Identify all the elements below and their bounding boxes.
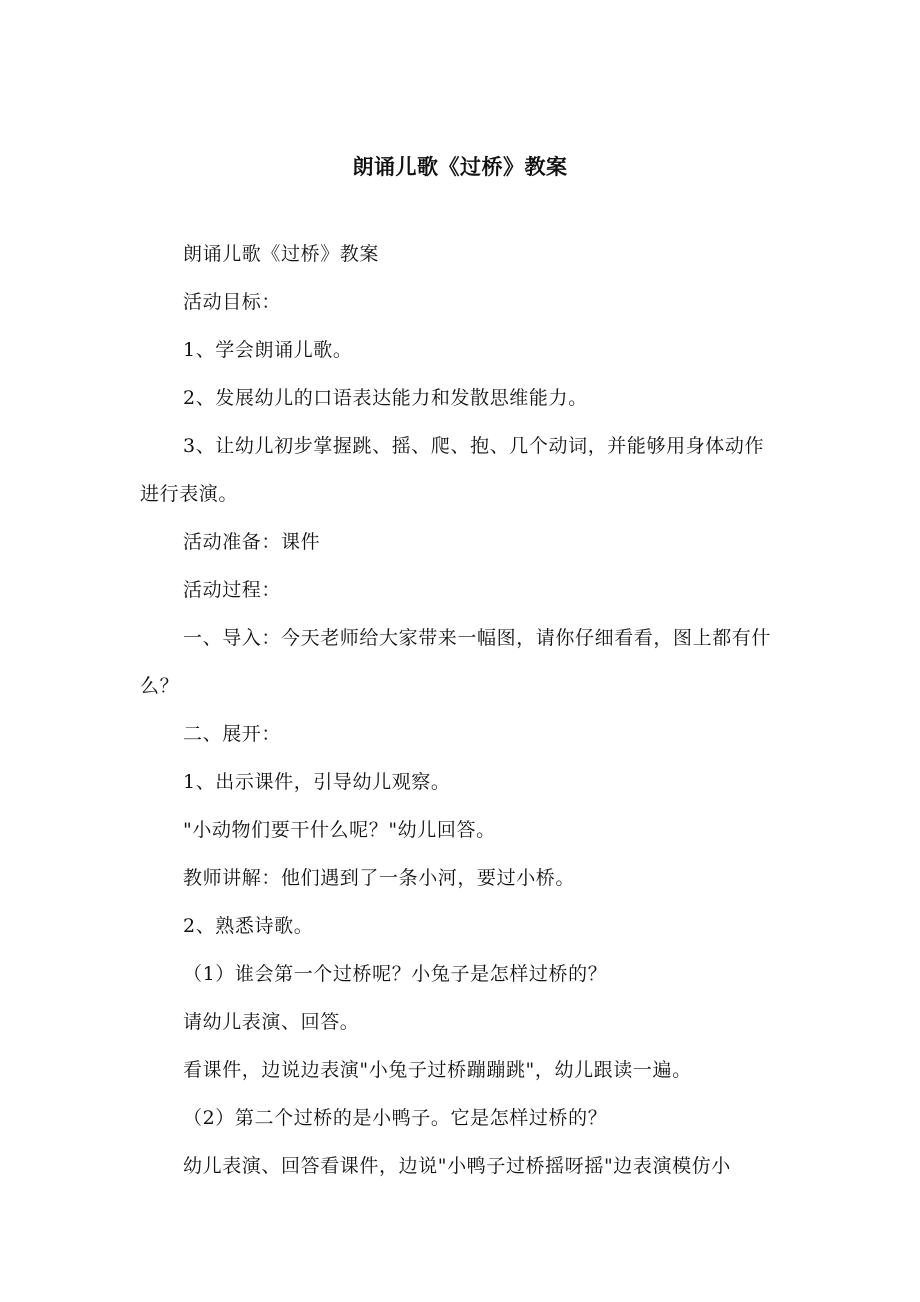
- paragraph-question: "小动物们要干什么呢？"幼儿回答。: [183, 819, 496, 841]
- paragraph-rabbit-question: （1）谁会第一个过桥呢？小兔子是怎样过桥的？: [183, 963, 608, 985]
- paragraph-explanation: 教师讲解：他们遇到了一条小河，要过小桥。: [183, 867, 576, 889]
- paragraph-goal-3: 3、让幼儿初步掌握跳、摇、爬、抱、几个动词，并能够用身体动作进行表演。: [140, 435, 765, 505]
- paragraph-goal-2: 2、发展幼儿的口语表达能力和发散思维能力。: [183, 387, 588, 409]
- paragraph-duck-question: （2）第二个过桥的是小鸭子。它是怎样过桥的？: [183, 1107, 608, 1129]
- document-title: 朗诵儿歌《过桥》教案: [352, 155, 568, 179]
- paragraph-goal-1: 1、学会朗诵儿歌。: [183, 339, 353, 361]
- paragraph-expand-heading: 二、展开：: [183, 723, 282, 745]
- document-body: [140, 230, 782, 1190]
- paragraph-goals-heading: 活动目标：: [183, 291, 282, 313]
- paragraph-preparation: 活动准备：课件: [183, 531, 321, 553]
- paragraph-rabbit-perform: 请幼儿表演、回答。: [183, 1011, 360, 1033]
- paragraph-step-2: 2、熟悉诗歌。: [183, 915, 314, 937]
- paragraph-rabbit-courseware: 看课件，边说边表演"小兔子过桥蹦蹦跳"，幼儿跟读一遍。: [183, 1059, 692, 1081]
- paragraph-doc-heading: 朗诵儿歌《过桥》教案: [183, 243, 380, 265]
- paragraph-process-heading: 活动过程：: [183, 579, 282, 601]
- paragraph-intro: 一、导入：今天老师给大家带来一幅图，请你仔细看看，图上都有什么？: [140, 627, 772, 697]
- paragraph-step-1: 1、出示课件，引导幼儿观察。: [183, 771, 451, 793]
- paragraph-duck-perform: 幼儿表演、回答看课件，边说"小鸭子过桥摇呀摇"边表演模仿小: [183, 1155, 731, 1177]
